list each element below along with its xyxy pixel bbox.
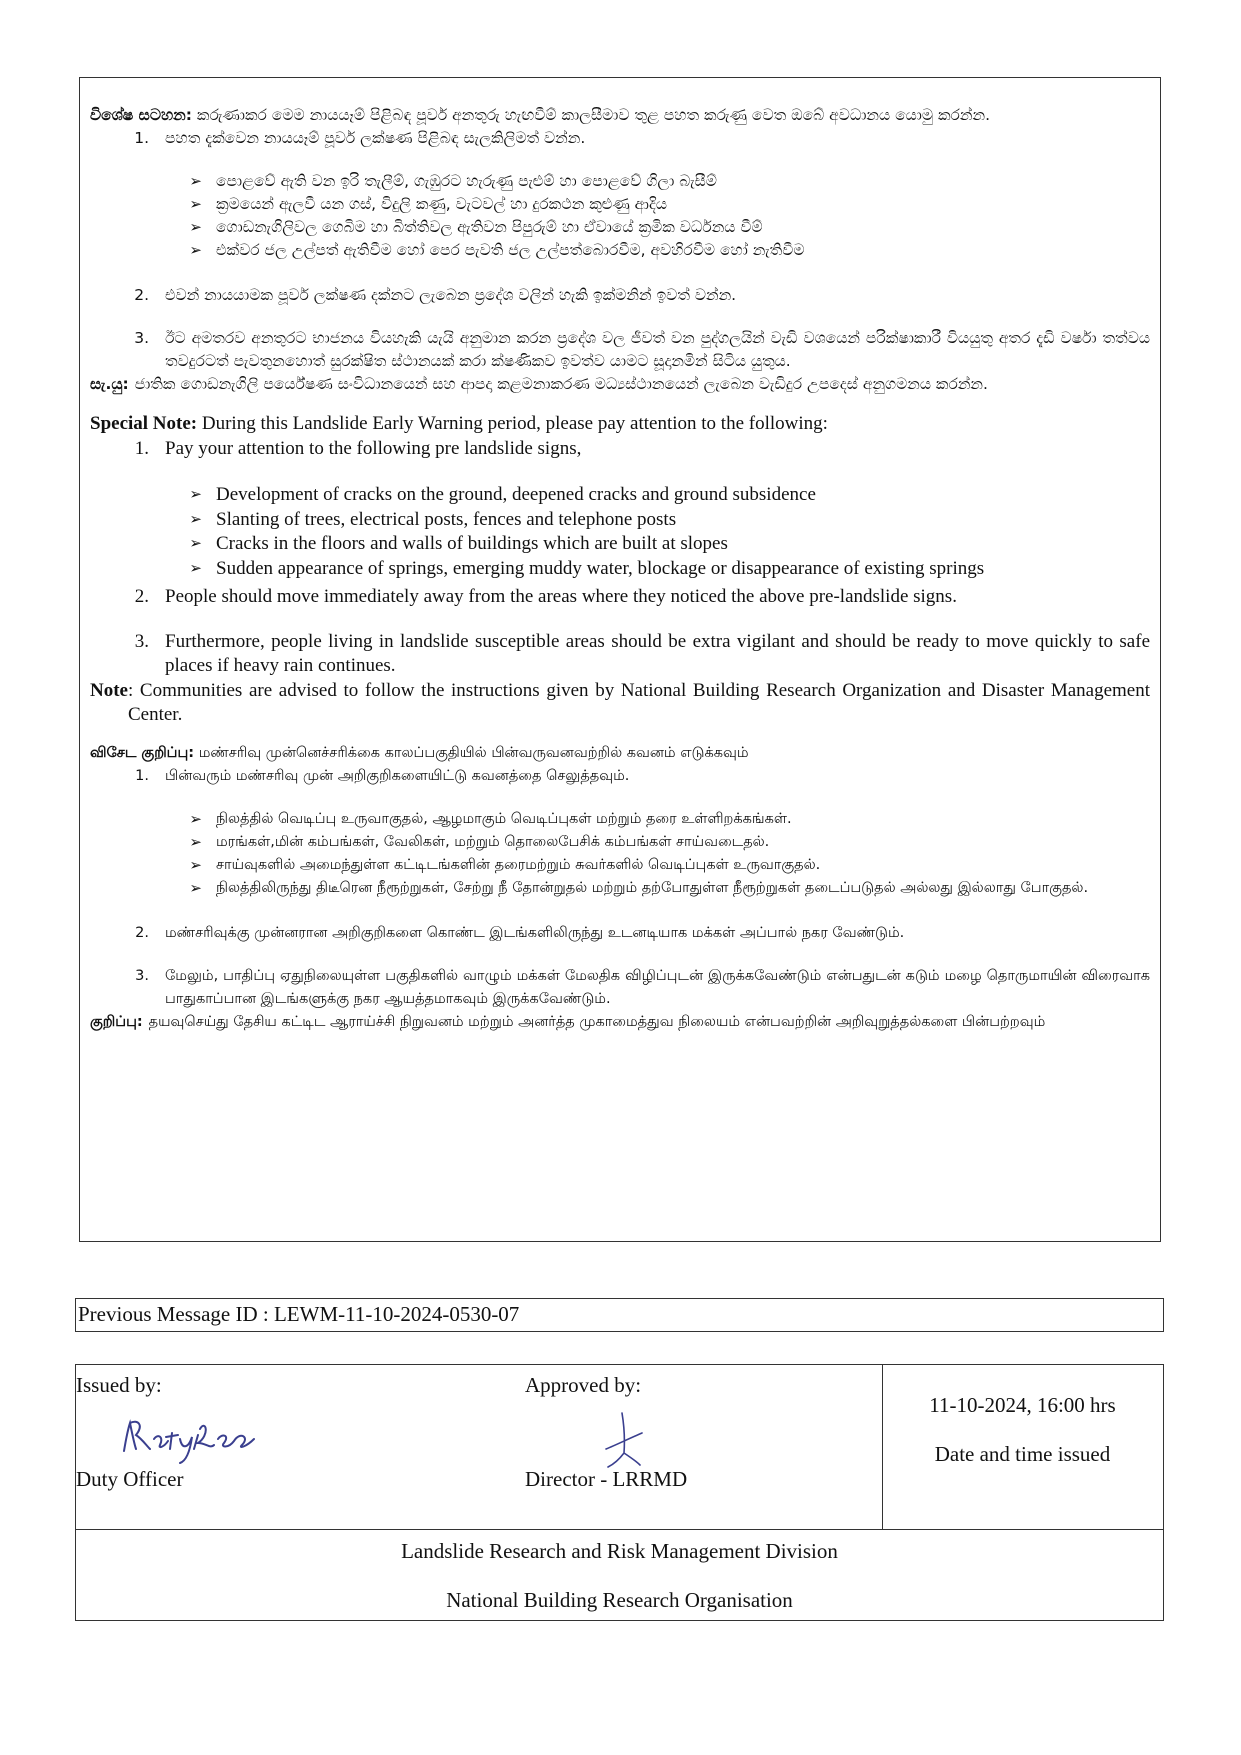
organisation-name: National Building Research Organisation [446,1588,793,1612]
english-note: Note : Communities are advised to follow the instructions given by National Building Research Organization and Disaster Management Center. [90,679,1150,725]
sinhala-item-3: 3. ඊට අමතරව අනතුරට භාජනය වියහැකි යැයි අනුමාන කරන ප්‍රදේශ වල ජීවත් වන පුද්ගලයින් වැඩි වශයෙන් පරික්ෂාකාරී වියයුතු අතර දැඩි වර්ෂා තත්වය තවදුරටත් පැවතුනහොත් සුරක්ෂිත ස්ථානයක් කරා ක්ෂණිකව ඉවත්ව යාමට සූදානමින් සිටිය යුතුය. [134,329,1150,370]
list-item: ➢ Development of cracks on the ground, deepened cracks and ground subsidence [90,483,1150,508]
list-item: ➢ ගොඩනැගිලිවල ගෙබිම හා බිත්තිවල ඇතිවන පිපුරුම් හා ඒවායේ ක්‍රමික වර්ධනය වීම් [90,216,1150,239]
arrow-bullet-icon: ➢ [189,536,202,552]
approver-role: Director - LRRMD [525,1467,688,1491]
sinhala-special-note: විශේෂ සටහන: කරුණාකර මෙම නායයෑම් පිළිබඳ පූර්ව අනතුරු හැඟවීම් කාලසීමාව තුළ පහත කරුණු වෙත ඔබේ අවධානය යොමු කරන්න. [90,106,991,124]
list-item: ➢ மரங்கள்,மின் கம்பங்கள், வேலிகள், மற்றும் தொலைபேசிக் கம்பங்கள் சாய்வடைதல். [90,831,1150,854]
english-item-2: 2. People should move immediately away from the areas where they noticed the above pre-landslide signs. [134,586,957,607]
arrow-bullet-icon: ➢ [189,195,202,213]
list-item: ➢ Sudden appearance of springs, emerging muddy water, blockage or disappearance of existing springs [90,557,1150,582]
sinhala-section [90,104,1150,396]
signatures-cell [76,1365,882,1529]
tamil-item-3: 3. மேலும், பாதிப்பு ஏதுநிலையுள்ள பகுதிகளில் வாழும் மக்கள் மேலதிக விழிப்புடன் இருக்கவேண்டும் என்பதுடன் கடும் மழை தொருமாயின் விரைவாக பாதுகாப்பான இடங்களுக்கு நகர ஆயத்தமாகவும் இருக்கவேண்டும். [135,967,1150,1007]
arrow-bullet-icon: ➢ [189,809,202,828]
tamil-bullet-list [90,808,1150,900]
sinhala-bullet-list [90,170,1150,262]
sinhala-item-2: 2. එවන් නායයාමක පූර්ව ලක්ෂණ දක්නට ලැබෙන ප්‍රදේශ වලින් හැකි ඉක්මනින් ඉවත් වන්න. [134,286,737,304]
list-item: ➢ එක්වර ජල උල්පත් ඇතිවීම හෝ පෙර පැවති ජල උල්පත්බොරවීම, අවහිරවීම හෝ නැතිවීම [90,239,1150,262]
sinhala-note: සැ.යු: ජාතික ගොඩනැගිලි පර්යේෂණ සංවිධානයෙන් සහ ආපදා කළමනාකරණ මධ්‍යස්ථානයෙන් ලැබෙන වැඩිදුර උපදෙස් අනුගමනය කරන්න. [90,375,988,393]
issue-datetime-label: Date and time issued [934,1442,1111,1466]
sinhala-item-1: 1. පහත දැක්වෙන නායයෑම් පූර්ව ලක්ෂණ පිළිබඳ සැලකිලිමත් වන්න. [134,129,586,147]
arrow-bullet-icon: ➢ [189,832,202,851]
tamil-item-1: 1. பின்வரும் மண்சரிவு முன் அறிகுறிகளையிட்டு கவனத்தை செலுத்தவும். [135,767,630,784]
arrow-bullet-icon: ➢ [189,878,202,897]
english-section [90,412,1150,728]
issue-approval-table [75,1364,1164,1621]
issuer-role: Duty Officer [76,1467,184,1491]
english-special-note: Special Note: During this Landslide Early Warning period, please pay attention to the following: [90,413,828,434]
arrow-bullet-icon: ➢ [189,172,202,190]
previous-message-id: Previous Message ID : LEWM-11-10-2024-0530-07 [75,1298,1164,1332]
tamil-item-2: 2. மண்சரிவுக்கு முன்னரான அறிகுறிகளை கொண்ட இடங்களிலிருந்து உடனடியாக மக்கள் அப்பால் நகர வேண்டும். [135,924,905,941]
list-item: ➢ நிலத்திலிருந்து திடீரென நீரூற்றுகள், சேற்று நீ தோன்றுதல் மற்றும் தற்போதுள்ள நீரூற்றுகள் தடைப்படுதல் அல்லது இல்லாது போகுதல். [90,877,1150,900]
approved-by-label: Approved by: [525,1373,642,1397]
english-item-1: 1. Pay your attention to the following pre landslide signs, [134,437,582,459]
issue-datetime: 11-10-2024, 16:00 hrs [929,1393,1116,1417]
list-item: ➢ ක්‍රමයෙන් ඇලවී යන ගස්, විදුලි කණු, වැටවල් හා දුරකථන කුළුණු ආදිය [90,193,1150,216]
arrow-bullet-icon: ➢ [189,218,202,236]
list-item: ➢ Slanting of trees, electrical posts, fences and telephone posts [90,508,1150,533]
list-item: ➢ පොළවේ ඇති වන ඉරි තැලීම්, ගැඹුරට හැරුණු පැළුම් හා පොළවේ ගිලා බැසීම් [90,170,1150,193]
arrow-bullet-icon: ➢ [189,511,202,528]
english-bullet-list [90,483,1150,581]
list-item: ➢ சாய்வுகளில் அமைந்துள்ள கட்டிடங்களின் தரைமற்றும் சுவர்களில் வெடிப்புகள் உருவாகுதல். [90,854,1150,877]
division-name: Landslide Research and Risk Management Division [401,1539,838,1563]
tamil-section [90,742,1150,1034]
arrow-bullet-icon: ➢ [189,487,202,503]
landslide-notice-box [79,77,1161,1242]
english-item-3: 3. Furthermore, people living in landslide susceptible areas should be extra vigilant and should be ready to move quickly to safe places if heavy rain continues. [134,630,1150,676]
duty-officer-signature [114,1409,274,1465]
tamil-special-note: விசேட குறிப்பு: மண்சரிவு முன்னெச்சரிக்கை காலப்பகுதியில் பின்வருவனவற்றில் கவனம் எடுக்கவும் [90,744,749,761]
director-signature [594,1409,654,1471]
list-item: ➢ Cracks in the floors and walls of buildings which are built at slopes [90,532,1150,557]
issue-datetime-cell [882,1365,1162,1529]
tamil-note: குறிப்பு: தயவுசெய்து தேசிய கட்டிட ஆராய்ச்சி நிறுவனம் மற்றும் அனர்த்த முகாமைத்துவ நிலையம் என்பவற்றின் அறிவுறுத்தல்களை பின்பற்றவும் [90,1013,1046,1030]
arrow-bullet-icon: ➢ [189,855,202,874]
arrow-bullet-icon: ➢ [189,241,202,259]
issued-by-label: Issued by: [76,1373,162,1397]
list-item: ➢ நிலத்தில் வெடிப்பு உருவாகுதல், ஆழமாகும் வெடிப்புகள் மற்றும் தரை உள்ளிறக்கங்கள். [90,808,1150,831]
organisation-footer [76,1531,1163,1613]
arrow-bullet-icon: ➢ [189,560,202,577]
